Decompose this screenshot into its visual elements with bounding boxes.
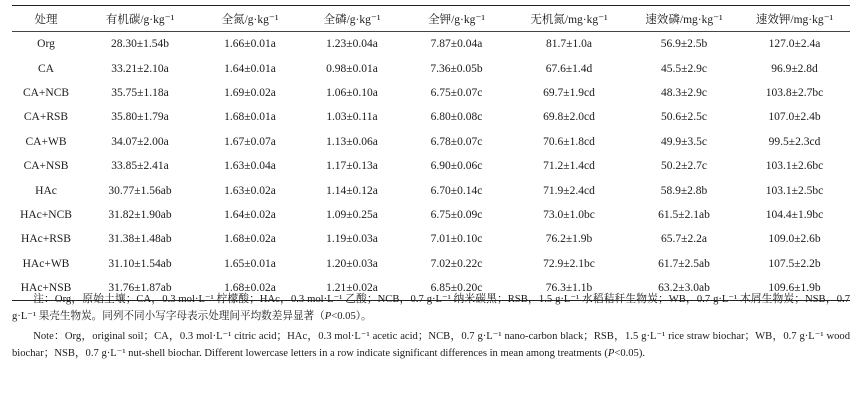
value-cell: 103.8±2.7bc <box>765 86 824 99</box>
value-cell: 45.5±2.9c <box>661 62 707 75</box>
value-cell: 6.90±0.06c <box>430 160 483 173</box>
value-cell: 71.2±1.4cd <box>543 160 595 173</box>
value-cell: 48.3±2.9c <box>661 86 707 99</box>
chinese-note-text: 注：Org，原始土壤；CA，0.3 mol·L⁻¹ 柠檬酸；HAc，0.3 mol·L⁻¹ 乙酸；NCB，0.7 g·L⁻¹ 纳米碳黑；RSB，1.5 g·L⁻¹ 水稻秸秆生物炭；WB，0.7 g·L⁻¹ 木屑生物炭；NSB，0.7 g·L⁻¹ 果壳生物炭。同列不同小写字母表示处理间平均数差异显著（ <box>12 294 850 322</box>
table-row <box>12 130 850 154</box>
value-cell: 6.70±0.14c <box>430 184 483 197</box>
value-cell: 1.69±0.02a <box>224 86 276 99</box>
value-cell: 7.01±0.10c <box>430 233 483 246</box>
treatment-cell: CA+NCB <box>22 86 70 99</box>
value-cell: 70.6±1.8cd <box>543 135 595 148</box>
value-cell: 58.9±2.8b <box>660 184 708 197</box>
column-header: 全氮/g·kg⁻¹ <box>221 13 279 26</box>
value-cell: 31.82±1.90ab <box>108 208 172 221</box>
value-cell: 50.6±2.5c <box>661 111 707 124</box>
chinese-note <box>12 292 850 325</box>
value-cell: 1.09±0.25a <box>326 208 378 221</box>
value-cell: 6.85±0.20c <box>430 282 483 295</box>
column-header: 无机氮/mg·kg⁻¹ <box>530 13 608 26</box>
english-note-text-end: <0.05). <box>614 347 646 359</box>
value-cell: 1.20±0.03a <box>326 257 378 270</box>
value-cell: 1.66±0.01a <box>224 38 276 51</box>
value-cell: 28.30±1.54b <box>110 38 170 51</box>
value-cell: 76.3±1.1b <box>545 282 593 295</box>
table-row <box>12 178 850 202</box>
value-cell: 1.64±0.01a <box>224 62 276 75</box>
table-row <box>12 154 850 178</box>
table-row <box>12 56 850 80</box>
value-cell: 1.63±0.04a <box>224 160 276 173</box>
value-cell: 0.98±0.01a <box>326 62 378 75</box>
value-cell: 61.7±2.5ab <box>658 257 710 270</box>
value-cell: 1.64±0.02a <box>224 208 276 221</box>
value-cell: 107.5±2.2b <box>768 257 821 270</box>
value-cell: 1.06±0.10a <box>326 86 378 99</box>
value-cell: 6.75±0.07c <box>430 86 483 99</box>
value-cell: 63.2±3.0ab <box>658 282 710 295</box>
value-cell: 1.17±0.13a <box>326 160 378 173</box>
value-cell: 31.76±1.87ab <box>108 282 172 295</box>
treatment-cell: CA+RSB <box>23 111 69 124</box>
value-cell: 67.6±1.4d <box>545 62 593 75</box>
value-cell: 109.6±1.9b <box>768 282 821 295</box>
value-cell: 1.03±0.11a <box>326 111 378 124</box>
column-header: 全磷/g·kg⁻¹ <box>323 13 381 26</box>
value-cell: 56.9±2.5b <box>660 38 708 51</box>
table-row <box>12 203 850 227</box>
value-cell: 76.2±1.9b <box>545 233 593 246</box>
value-cell: 1.68±0.01a <box>224 111 276 124</box>
table-row <box>12 227 850 251</box>
value-cell: 6.80±0.08c <box>430 111 483 124</box>
value-cell: 1.14±0.12a <box>326 184 378 197</box>
table-row <box>12 252 850 276</box>
value-cell: 6.78±0.07c <box>430 135 483 148</box>
value-cell: 1.21±0.02a <box>326 282 378 295</box>
value-cell: 6.75±0.09c <box>430 208 483 221</box>
value-cell: 35.75±1.18a <box>111 86 169 99</box>
column-header: 速效钾/mg·kg⁻¹ <box>755 13 834 26</box>
value-cell: 103.1±2.6bc <box>765 160 824 173</box>
value-cell: 33.21±2.10a <box>111 62 169 75</box>
chinese-note-p-symbol: P <box>324 310 332 322</box>
column-header: 速效磷/mg·kg⁻¹ <box>645 13 723 26</box>
value-cell: 61.5±2.1ab <box>658 208 710 221</box>
column-header: 处理 <box>34 13 58 26</box>
value-cell: 30.77±1.56ab <box>108 184 172 197</box>
table-row <box>12 32 850 57</box>
value-cell: 7.36±0.05b <box>430 62 483 75</box>
value-cell: 107.0±2.4b <box>768 111 821 124</box>
value-cell: 127.0±2.4a <box>768 38 821 51</box>
value-cell: 35.80±1.79a <box>111 111 169 124</box>
value-cell: 73.0±1.0bc <box>543 208 595 221</box>
value-cell: 104.4±1.9bc <box>765 208 824 221</box>
english-note-text: Note：Org，original soil；CA，0.3 mol·L⁻¹ citric acid；HAc，0.3 mol·L⁻¹ acetic acid；NCB，0.7 g·L⁻¹ nano-carbon black；RSB，1.5 g·L⁻¹ rice straw biochar；WB，0.7 g·L⁻¹ wood biochar；NSB，0.7 g·L⁻¹ nut-shell biochar. Different lowercase letters in a row indicate significant differences in mean among treatments ( <box>12 331 850 359</box>
english-note <box>12 329 850 362</box>
value-cell: 1.63±0.02a <box>224 184 276 197</box>
value-cell: 1.65±0.01a <box>224 257 276 270</box>
treatment-cell: Org <box>37 38 55 51</box>
treatment-cell: HAc+NCB <box>20 208 72 221</box>
value-cell: 50.2±2.7c <box>661 160 707 173</box>
value-cell: 7.02±0.22c <box>430 257 483 270</box>
column-header: 全钾/g·kg⁻¹ <box>428 13 485 26</box>
value-cell: 103.1±2.5bc <box>765 184 824 197</box>
value-cell: 69.8±2.0cd <box>543 111 595 124</box>
value-cell: 1.68±0.02a <box>224 233 276 246</box>
table-body <box>12 32 850 301</box>
value-cell: 49.9±3.5c <box>661 135 707 148</box>
value-cell: 1.68±0.02a <box>224 282 276 295</box>
value-cell: 1.23±0.04a <box>326 38 378 51</box>
value-cell: 1.19±0.03a <box>326 233 378 246</box>
treatment-cell: HAc+WB <box>22 257 70 270</box>
value-cell: 99.5±2.3cd <box>768 135 821 148</box>
treatment-cell: CA+WB <box>25 135 67 148</box>
value-cell: 96.9±2.8d <box>771 62 818 75</box>
table-row <box>12 81 850 105</box>
value-cell: 33.85±2.41a <box>111 160 169 173</box>
treatment-cell: HAc+RSB <box>21 233 71 246</box>
value-cell: 34.07±2.00a <box>111 135 169 148</box>
table-row <box>12 105 850 129</box>
value-cell: 71.9±2.4cd <box>543 184 595 197</box>
value-cell: 69.7±1.9cd <box>543 86 595 99</box>
table-header-row <box>12 6 850 32</box>
value-cell: 7.87±0.04a <box>430 38 483 51</box>
treatment-cell: CA <box>38 62 54 75</box>
value-cell: 65.7±2.2a <box>661 233 707 246</box>
value-cell: 81.7±1.0a <box>546 38 592 51</box>
value-cell: 31.38±1.48ab <box>108 233 172 246</box>
soil-properties-table <box>12 5 850 301</box>
treatment-cell: HAc <box>35 184 57 197</box>
value-cell: 1.13±0.06a <box>326 135 378 148</box>
table-notes <box>12 292 850 362</box>
value-cell: 72.9±2.1bc <box>543 257 595 270</box>
value-cell: 109.0±2.6b <box>768 233 821 246</box>
value-cell: 1.67±0.07a <box>224 135 276 148</box>
column-header: 有机碳/g·kg⁻¹ <box>105 13 175 26</box>
chinese-note-text-end: <0.05）。 <box>331 310 372 322</box>
treatment-cell: CA+NSB <box>23 160 69 173</box>
value-cell: 31.10±1.54ab <box>108 257 172 270</box>
treatment-cell: HAc+NSB <box>20 282 72 295</box>
english-note-p-symbol: P <box>607 347 615 359</box>
